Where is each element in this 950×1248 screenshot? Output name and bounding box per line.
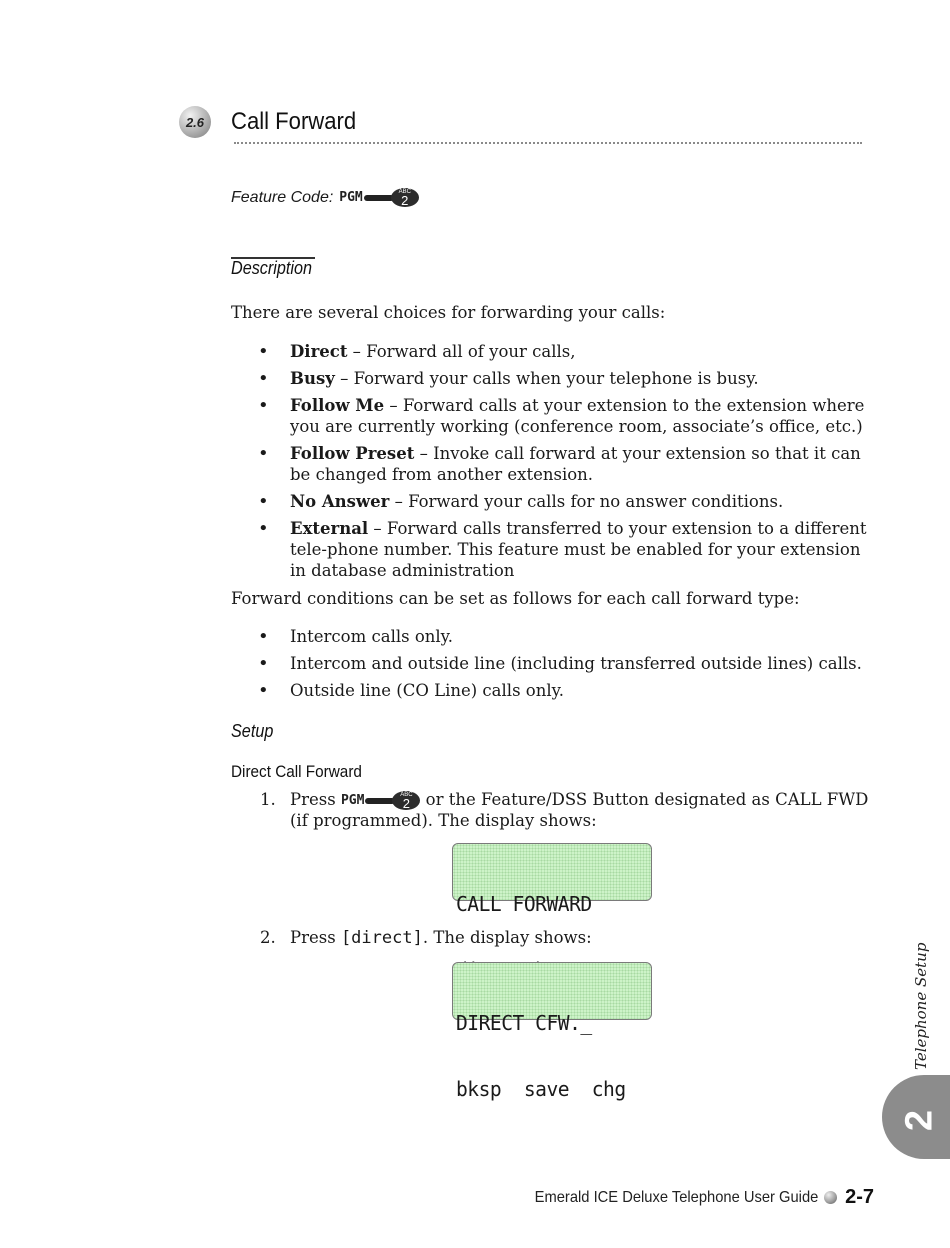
forward-choices-list (258, 341, 878, 587)
chapter-tab (882, 1075, 950, 1159)
page-footer (510, 1186, 874, 1209)
list-item: • Intercom and outside line (including transferred outside lines) calls. (258, 653, 878, 674)
section-number-badge (179, 106, 211, 138)
feature-code (231, 188, 419, 207)
lcd-line-1: DIRECT CFW._ (456, 1011, 592, 1035)
lcd-line-1: CALL FORWARD (456, 892, 592, 916)
chapter-number: 2 (898, 1109, 941, 1132)
list-item: • Follow Preset – Invoke call forward at your extension so that it can be changed from another extension. (258, 443, 878, 485)
conditions-intro: Forward conditions can be set as follows for each call forward type: (231, 589, 800, 608)
page-number: 2-7 (845, 1186, 874, 1208)
pgm-2-key-icon: PGM ABC 2 (335, 791, 420, 811)
lcd-display-call-forward (452, 843, 652, 916)
list-item: • Busy – Forward your calls when your telephone is busy. (258, 368, 878, 389)
section-number: 2.6 (185, 114, 205, 130)
chapter-side-label: Telephone Setup (912, 942, 930, 1070)
list-item: • Follow Me – Forward calls at your extension to the extension where you are currently working (conference room, associate’s office, etc.) (258, 395, 878, 437)
description-intro: There are several choices for forwarding your calls: (231, 303, 666, 322)
lcd-display-direct-cfw (452, 962, 652, 1101)
list-item: • Direct – Forward all of your calls, (258, 341, 878, 362)
step-1: 1. Press PGM ABC 2 or the Feature/DSS Button designated as CALL FWD (if programmed). The display shows: (260, 790, 869, 830)
forward-conditions-list (258, 626, 878, 707)
list-item: • Intercom calls only. (258, 626, 878, 647)
direct-call-forward-heading: Direct Call Forward (231, 762, 362, 781)
setup-heading: Setup (231, 721, 274, 741)
lcd-line-2: bksp save chg (456, 1077, 626, 1101)
list-item: • No Answer – Forward your calls for no answer conditions. (258, 491, 878, 512)
page-title: Call Forward (231, 108, 357, 135)
footer-bullet-icon (824, 1191, 837, 1204)
list-item: • Outside line (CO Line) calls only. (258, 680, 878, 701)
direct-softkey-label: [direct] (340, 928, 423, 948)
title-divider (234, 142, 862, 144)
feature-code-label: Feature Code: (231, 188, 334, 206)
footer-guide-title: Emerald ICE Deluxe Telephone User Guide (534, 1188, 819, 1206)
description-heading: Description (231, 258, 313, 278)
step-2: 2. Press [direct]. The display shows: (260, 928, 592, 948)
pgm-2-key-icon: PGM ABC 2 (333, 188, 418, 207)
list-item: • External – Forward calls transferred to your extension to a different tele-phone number. This feature must be enabled for your extension in database administration (258, 518, 878, 581)
